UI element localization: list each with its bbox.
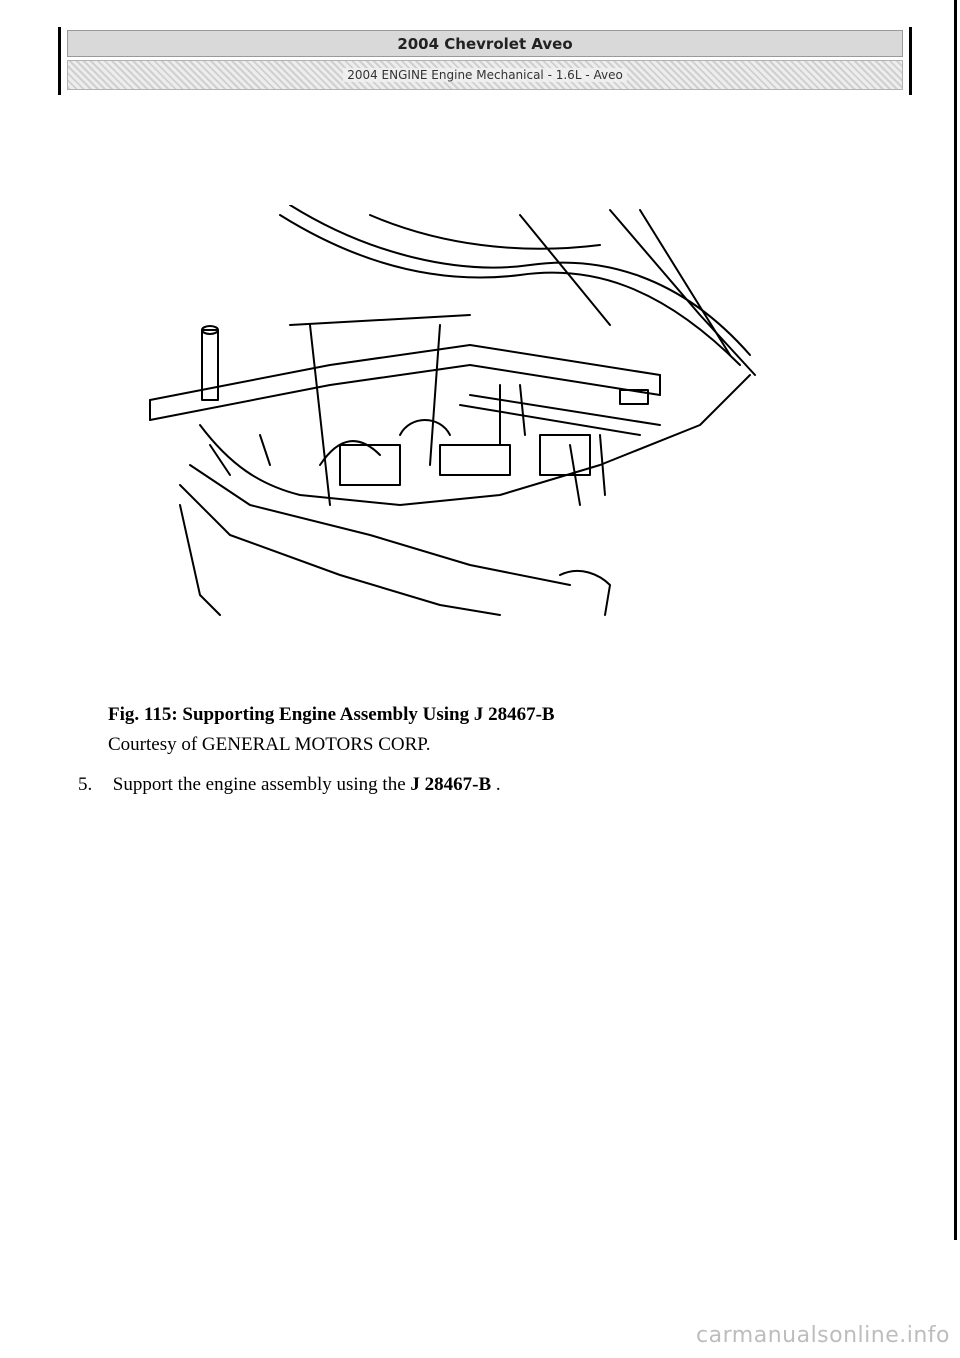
step-text: Support the engine assembly using the xyxy=(112,774,406,795)
page-title: 2004 Chevrolet Aveo xyxy=(67,30,903,57)
figure-caption: Fig. 115: Supporting Engine Assembly Using J 28467-B xyxy=(108,704,555,725)
tool-reference: J 28467-B xyxy=(410,774,492,795)
page-header xyxy=(58,27,912,95)
subtitle-text: 2004 ENGINE Engine Mechanical - 1.6L - Aveo xyxy=(343,68,627,82)
figure-caption-block xyxy=(108,700,555,760)
site-watermark: carmanualsonline.info xyxy=(696,1323,950,1348)
page-edge-bar xyxy=(954,0,957,1240)
procedure-step xyxy=(78,770,501,800)
step-number: 5. xyxy=(78,774,93,795)
engine-support-illustration xyxy=(140,205,760,625)
page-subtitle xyxy=(67,60,903,90)
step-text-end: . xyxy=(495,774,501,795)
figure-credit: Courtesy of GENERAL MOTORS CORP. xyxy=(108,734,431,755)
